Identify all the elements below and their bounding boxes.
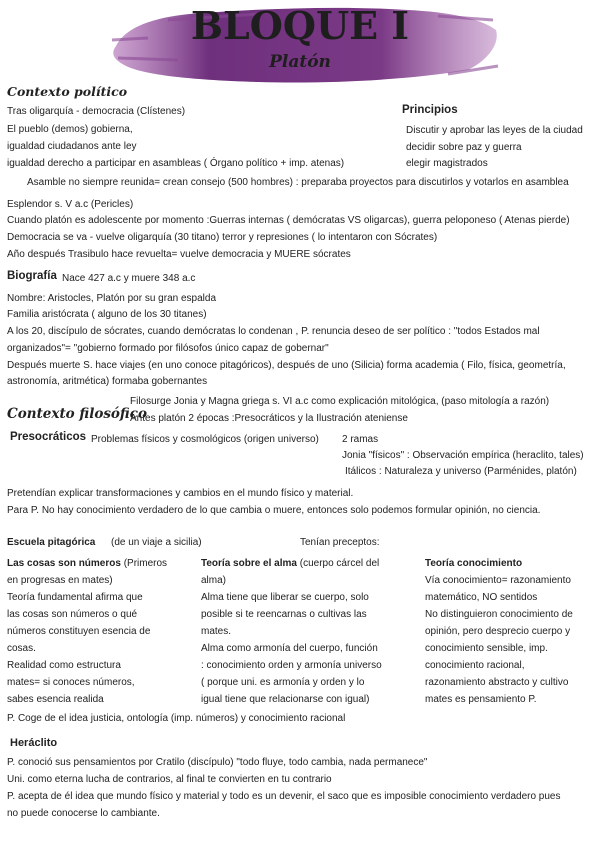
biografia-line: Familia aristócrata ( alguno de los 30 titanes) xyxy=(7,309,207,320)
col-line: números constituyen esencia de xyxy=(7,626,151,637)
col-line: (cuerpo cárcel del xyxy=(296,558,380,569)
heraclito-line: P. conoció sus pensamientos por Cratilo (discípulo) "todo fluye, todo cambia, nada permanece" xyxy=(7,757,428,768)
col-line: mates es pensamiento P. xyxy=(425,694,537,705)
heraclito-line: no puede conocerse lo cambiante. xyxy=(7,808,160,819)
ramas-label: 2 ramas xyxy=(342,434,379,445)
biografia-line: Nombre: Aristocles, Platón por su gran espalda xyxy=(7,293,216,304)
col-line: Alma tiene que liberar se cuerpo, solo xyxy=(201,592,369,603)
politico-line: Tras oligarquía - democracia (Clístenes) xyxy=(7,106,186,117)
esplendor-line: Año después Trasibulo hace revuelta= vuelve democracia y MUERE sócrates xyxy=(7,249,351,260)
col-line: alma) xyxy=(201,575,227,586)
biografia-line: A los 20, discípulo de sócrates, cuando demócratas lo condenan , P. renuncia deseo de ser político : "todos Estados mal xyxy=(7,326,540,337)
principios-line: decidir sobre paz y guerra xyxy=(406,142,522,153)
precepto-numeros xyxy=(7,555,167,708)
col-line: No distinguieron conocimiento de xyxy=(425,609,573,620)
presocraticos-desc: Problemas físicos y cosmológicos (origen universo) xyxy=(91,434,319,445)
tenian-preceptos: Tenían preceptos: xyxy=(300,537,380,548)
page-subtitle: Platón xyxy=(269,52,331,72)
col-line: posible si te reencarnas o cultivas las xyxy=(201,609,367,620)
col-line: conocimiento sensible, imp. xyxy=(425,643,548,654)
col-line: igual tiene que relacionarse con igual) xyxy=(201,694,370,705)
biografia-heading: Biografía xyxy=(7,270,57,282)
filosofico-line: Antes platón 2 épocas :Presocráticos y la Ilustración ateniense xyxy=(130,413,408,424)
esplendor-line: Democracia se va - vuelve oligarquía (30 titano) terror y represiones ( lo intentaron con Sócrates) xyxy=(7,232,438,243)
col-title: Teoría sobre el alma xyxy=(201,558,297,569)
principios-heading: Principios xyxy=(402,104,458,116)
politico-line: igualdad derecho a participar en asambleas ( Órgano político + imp. atenas) xyxy=(7,158,345,169)
principios-line: Discutir y aprobar las leyes de la ciudad xyxy=(406,125,583,136)
col-line: las cosas son números o qué xyxy=(7,609,138,620)
contexto-filosofico-heading: Contexto filosófico xyxy=(7,406,147,422)
contexto-politico-heading: Contexto político xyxy=(7,84,128,99)
heraclito-heading: Heráclito xyxy=(10,737,58,749)
col-line: en progresas en mates) xyxy=(7,575,113,586)
biografia-line: astronomía, aritmética) formaba gobernantes xyxy=(7,376,208,387)
politico-line: igualdad ciudadanos ante ley xyxy=(7,141,137,152)
heraclito-line: P. acepta de él idea que mundo físico y material y todo es un devenir, el saco que es imposible conocimiento verdadero pues xyxy=(7,791,561,802)
col-line: Teoría fundamental afirma que xyxy=(7,592,143,603)
col-title: Teoría conocimiento xyxy=(425,558,523,569)
col-line: Realidad como estructura xyxy=(7,660,121,671)
presocraticos-heading: Presocráticos xyxy=(10,431,87,443)
esplendor-line: Esplendor s. V a.c (Pericles) xyxy=(7,199,134,210)
precepto-alma xyxy=(201,555,382,708)
col-line: Alma como armonía del cuerpo, función xyxy=(201,643,378,654)
col-line: opinión, pero desprecio cuerpo y xyxy=(425,626,571,637)
col-line: (Primeros xyxy=(120,558,168,569)
col-line: sabes esencia realida xyxy=(7,694,104,705)
biografia-line: organizados"= "gobierno formado por filósofos único capaz de gobernar" xyxy=(7,343,329,354)
col-line: Vía conocimiento= razonamiento xyxy=(425,575,571,586)
precepto-conocimiento xyxy=(425,555,573,708)
col-line: mates. xyxy=(201,626,232,637)
biografia-dates: Nace 427 a.c y muere 348 a.c xyxy=(62,273,196,284)
col-line: razonamiento abstracto y cultivo xyxy=(425,677,569,688)
biografia-line: Después muerte S. hace viajes (en uno conoce pitagóricos), después de uno (Silicia) forma academia ( Filo, física, geometría, xyxy=(7,360,566,371)
escuela-pitagorica-heading: Escuela pitagórica xyxy=(7,537,96,548)
col-line: conocimiento racional, xyxy=(425,660,525,671)
rama-jonia: Jonia "físicos" : Observación empírica (heraclito, tales) xyxy=(342,450,584,461)
escuela-note: (de un viaje a sicilia) xyxy=(111,537,202,548)
filosofico-summary: Para P. No hay conocimiento verdadero de lo que cambia o muere, entonces solo podemos formular opinión, no ciencia. xyxy=(7,505,541,516)
col-line: cosas. xyxy=(7,643,36,654)
politico-line: El pueblo (demos) gobierna, xyxy=(7,124,133,135)
filosofico-line: Filosurge Jonia y Magna griega s. VI a.c como explicación mitológica, (paso mitología a razón) xyxy=(130,396,550,407)
col-title: Las cosas son números xyxy=(7,558,121,569)
page-title: BLOQUE I xyxy=(190,3,410,48)
esplendor-line: Cuando platón es adolescente por momento :Guerras internas ( demócratas VS oligarcas), guerra peloponeso ( Atenas pierde) xyxy=(7,215,570,226)
rama-italicos: Itálicos : Naturaleza y universo (Parménides, platón) xyxy=(345,466,577,477)
col-line: matemático, NO sentidos xyxy=(425,592,538,603)
heraclito-line: Uni. como eterna lucha de contrarios, al final te convierten en tu contrario xyxy=(7,774,332,785)
col-line: mates= si conoces números, xyxy=(7,677,135,688)
filosofico-summary: Pretendían explicar transformaciones y cambios en el mundo físico y material. xyxy=(7,488,354,499)
asamble-line: Asamble no siempre reunida= crean consejo (500 hombres) : preparaba proyectos para discutirlos y votarlos en asamblea xyxy=(27,177,569,188)
col-line: ( porque uni. es armonía y orden y lo xyxy=(201,677,365,688)
col-line: : conocimiento orden y armonía universo xyxy=(201,660,382,671)
principios-line: elegir magistrados xyxy=(406,158,488,169)
coge-line: P. Coge de el idea justicia, ontología (imp. números) y conocimiento racional xyxy=(7,713,346,724)
